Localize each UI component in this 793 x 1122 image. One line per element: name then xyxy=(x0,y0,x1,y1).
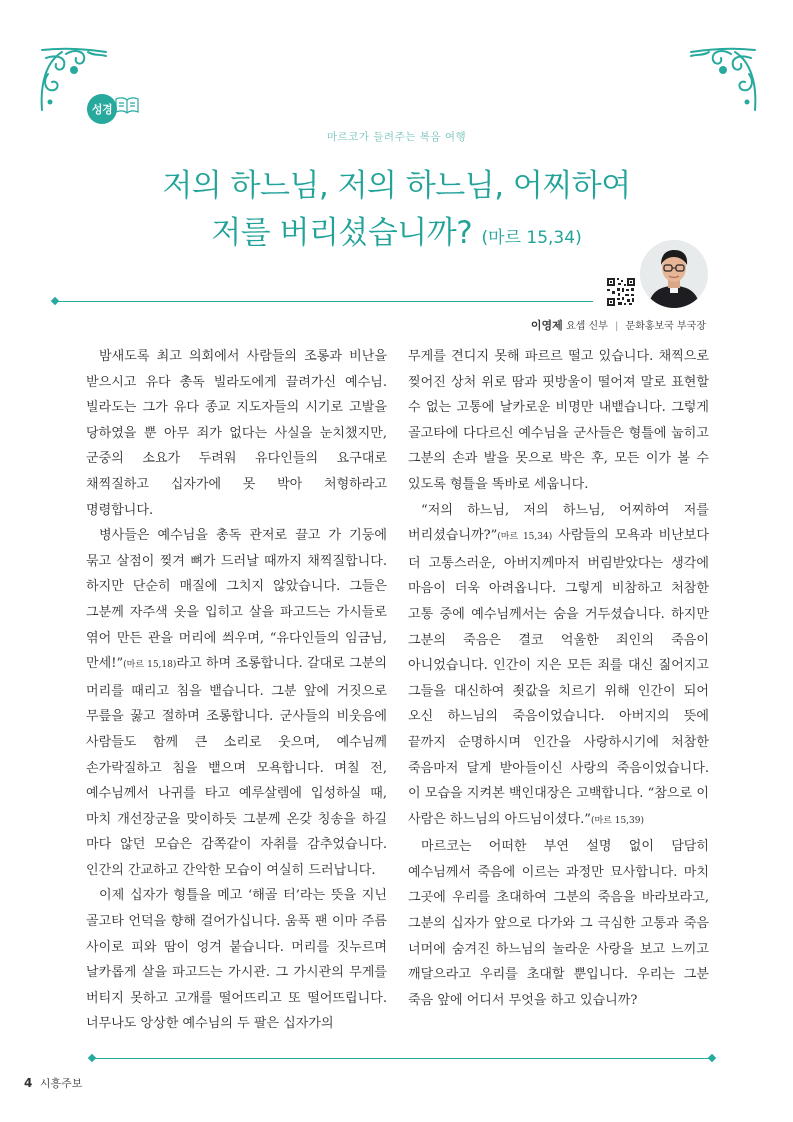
page-number: 4 xyxy=(24,1076,33,1090)
scripture-ref-15-18: (마르 15,18) xyxy=(123,660,177,671)
author-avatar xyxy=(640,240,708,308)
page-title-line-1: 저의 하느님, 저의 하느님, 어찌하여 xyxy=(162,168,631,204)
author-name: 이영제 xyxy=(530,319,563,332)
page-footer xyxy=(24,1075,82,1091)
body-paragraph-4-text-b: 사람들의 모욕과 비난보다 더 고통스러운, 아버지께마저 버림받았다는 생각에 마음이 더욱 아려옵니다. 그렇게 비참하고 처참한 고통 중에 예수님께서는 숨을 거두셨습니다. 하지만 그분의 죽음은 결코 억울한 죄인의 죽음이 아니었습니다. 인간이 지은 모든 죄를 대신 짊어지고 그들을 대신하여 죗값을 치르기 위해 인간이 되어 오신 하느님의 죽음이었습니다. 아버지의 뜻에 끝까지 순명하시며 인간을 사랑하시기에 처참한 죽음마저 달게 받아들이신 사랑의 죽음이었습니다. 이 모습을 지켜본 백인대장은 고백합니다. “참으로 이 사람은 하느님의 아드님이셨다.” xyxy=(408,528,709,827)
body-column-left xyxy=(86,344,387,1037)
author-portrait-icon xyxy=(640,240,708,308)
body-paragraph-2-text-a: 병사들은 예수님을 총독 관저로 끌고 가 기둥에 묶고 살점이 찢겨 뼈가 드러날 때까지 채찍질합니다. 하지만 단순히 매질에 그치지 않았습니다. 그들은 그분께 자주색 옷을 입히고 살을 파고드는 가시들로 엮어 만든 관을 머리에 씌우며, “유다인들의 임금님, 만세!” xyxy=(86,528,387,672)
page-title-reference: (마르 15,34) xyxy=(481,228,582,248)
rule-top xyxy=(55,301,593,302)
body-column-right xyxy=(408,344,709,1013)
section-badge-label: 성경 xyxy=(91,103,113,116)
corner-ornament-right-icon xyxy=(685,44,761,114)
rule-bottom-right-dot xyxy=(708,1054,716,1062)
scripture-ref-15-34: (마르 15,34) xyxy=(497,532,553,543)
author-dept: 문화홍보국 부국장 xyxy=(625,321,706,332)
page-title-text: 저를 버리셨습니까? xyxy=(211,215,473,251)
body-paragraph-3: 이제 십자가 형틀을 메고 ‘해골 터’라는 뜻을 지닌 골고타 언덕을 향해 걸어가십니다. 움푹 팬 이마 주름 사이로 피와 땀이 엉겨 붙습니다. 머리를 짓누르며 날카롭게 살을 파고드는 가시관. 그 가시관의 무게를 버티지 못하고 고개를 떨어뜨리고 또 떨어뜨립니다. 너무나도 앙상한 예수님의 두 팔은 십자가의 xyxy=(86,888,387,1032)
body-paragraph-5: 마르코는 어떠한 부연 설명 없이 담담히 예수님께서 죽음에 이르는 과정만 묘사합니다. 마치 그곳에 우리를 초대하여 그분의 죽음을 바라보라고, 그분의 십자가 앞으로 다가와 그 극심한 고통과 죽음 너머에 숨겨진 하느님의 놀라운 사랑을 보고 느끼고 깨달으라고 우리를 초대할 뿐입니다. 우리는 그분 죽음 앞에 어디서 무엇을 하고 있습니까? xyxy=(408,839,709,1008)
publication-name: 시흥주보 xyxy=(39,1077,83,1090)
scripture-ref-15-39: (마르 15,39) xyxy=(590,815,645,826)
author-byline xyxy=(420,317,706,333)
qr-code-icon xyxy=(606,277,636,307)
body-paragraph-4-text-a: “저의 하느님, 저의 하느님, 어찌하여 저를 버리셨습니까?” xyxy=(408,502,709,544)
rule-bottom xyxy=(92,1058,712,1059)
rule-bottom-left-dot xyxy=(88,1054,96,1062)
series-kicker: 마르코가 들려주는 복음 여행 xyxy=(326,131,467,143)
body-paragraph-4 xyxy=(408,498,709,835)
body-paragraph-2-text-b: 라고 하며 조롱합니다. 갈대로 그분의 머리를 때리고 침을 뱉습니다. 그분 앞에 거짓으로 무릎을 꿇고 절하며 조롱합니다. 군사들의 비웃음에 사람들도 함께 큰 소리로 웃으며, 예수님께 손가락질하고 침을 뱉으며 모욕합니다. 며칠 전, 예수님께서 나귀를 타고 예루살렘에 입성하실 때, 마치 개선장군을 맞이하듯 그분께 온갖 칭송을 하길 마다 않던 모습은 감쪽같이 자취를 감추었습니다. 인간의 간교하고 간악한 모습이 여실히 드러납니다. xyxy=(86,656,387,878)
body-paragraph-2 xyxy=(86,523,387,883)
author-divider: | xyxy=(614,321,619,332)
book-icon xyxy=(114,96,140,114)
author-title: 요셉 신부 xyxy=(565,321,608,332)
body-paragraph-3-continued: 무게를 견디지 못해 파르르 떨고 있습니다. 채찍으로 찢어진 상처 위로 땀과 핏방울이 떨어져 말로 표현할 수 없는 고통에 날카로운 비명만 내뱉습니다. 그렇게 골고타에 다다르신 예수님을 군사들은 형틀에 눕히고 그분의 손과 발을 못으로 박은 후, 모든 이가 볼 수 있도록 형틀을 똑바로 세웁니다. xyxy=(408,349,709,492)
section-badge xyxy=(87,94,117,124)
body-paragraph-1: 밤새도록 최고 의회에서 사람들의 조롱과 비난을 받으시고 유다 총독 빌라도에게 끌려가신 예수님. 빌라도는 그가 유다 종교 지도자들의 시기로 고발을 당하였을 뿐 아무 죄가 없다는 사실을 눈치챘지만, 군중의 소요가 두려워 유다인들의 요구대로 채찍질하고 십자가에 못 박아 처형하라고 명령합니다. xyxy=(86,349,387,518)
